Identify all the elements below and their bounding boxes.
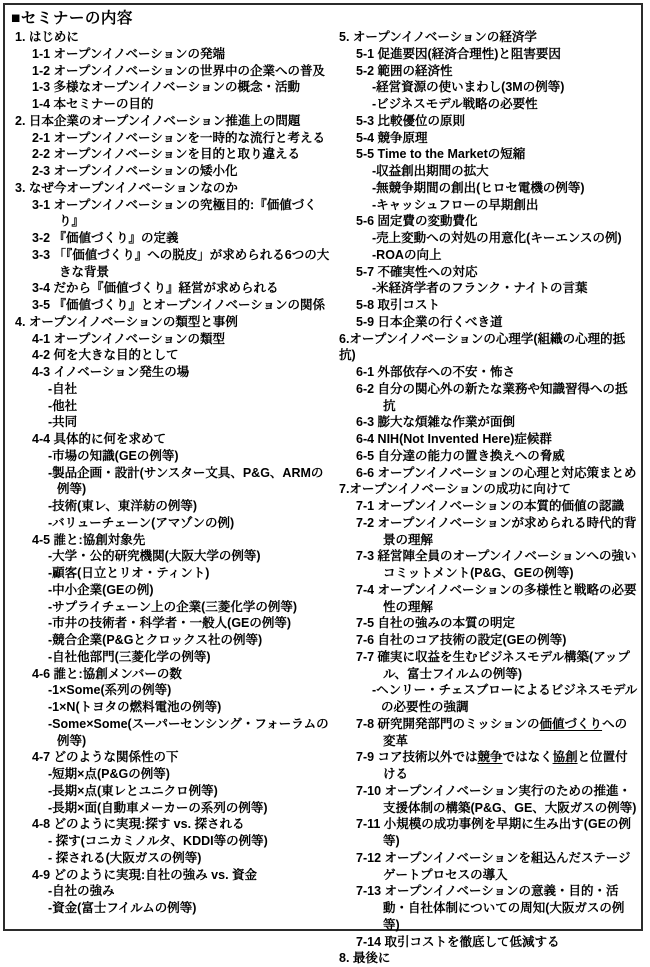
toc-item-text: 8. 最後に [339,951,391,966]
toc-item [9,79,333,96]
toc-item [9,766,333,783]
toc-item [9,63,333,80]
document-border [3,3,643,966]
toc-item-text: 4-7 どのような関係性の下 [32,750,179,765]
toc-item-text: 7-6 自社のコア技術の設定(GEの例等) [356,633,567,647]
toc-item-text: 7-7 確実に収益を生むビジネスモデル構築(アップル、富士フイルムの例等) [356,649,630,681]
toc-item-text: 6-6 オープンイノベーションの心理と対応策まとめ [356,465,637,480]
page-title: ■セミナーの内容 [11,10,133,27]
toc-item [333,314,638,331]
toc-item [9,465,333,499]
toc-item-text: -他社 [48,398,78,413]
toc-item-text: 7-12 オープンイノベーションを組込んだステージゲートプロセスの導入 [356,850,631,882]
toc-item-text: -競合企業(P&Gとクロックス社の例等) [48,633,263,647]
toc-item-text: 3-5 『価値づくり』とオープンイノベーションの関係 [32,298,326,312]
toc-item-text: 7-3 経営陣全員のオープンイノベーションへの強いコミットメント(P&G、GEの例等) [356,549,637,580]
toc-item [333,297,638,314]
toc-item [9,883,333,900]
toc-item-text: -製品企画・設計(サンスター文具、P&G、ARMの例等) [48,465,324,497]
toc-item [333,431,638,448]
toc-item-text: -ヘンリー・チェスブローによるビジネスモデルの必要性の強調 [372,683,638,714]
toc-item-text: 2-1 オープンイノベーションを一時的な流行と考える [32,130,326,145]
underlined-term: 協創 [552,750,578,765]
toc-item-text: -共同 [48,415,78,430]
toc-item [333,264,638,281]
toc-item-text: 6-2 自分の関心外の新たな業務や知識習得への抵抗 [356,381,628,413]
toc-item [333,934,638,951]
toc-item-text: 1-1 オープンイノベーションの発端 [32,46,226,61]
toc-item-text: 4-6 誰と:協創メンバーの数 [32,666,182,681]
toc-item [9,515,333,532]
toc-item-text: 2. 日本企業のオープンイノベーション推進上の問題 [15,113,301,128]
toc-item [9,197,333,231]
toc-item [333,213,638,230]
toc-item-text: -バリューチェーン(アマゾンの例) [48,515,235,530]
toc-item-text: 7-8 研究開発部門のミッションの [356,716,540,731]
toc-item-text: -技術(東レ、東洋紡の例等) [48,499,197,513]
toc-item-text: 3-2 『価値づくり』の定義 [32,231,179,245]
toc-item-text: -ROAの向上 [372,247,442,262]
document-content [5,5,641,967]
toc-item-text: 7-4 オープンイノベーションの多様性と戦略の必要性の理解 [356,582,637,614]
toc-item [333,682,638,716]
toc-item-text: 7-13 オープンイノベーションの意義・目的・活動・自社体制についての周知(大阪ガスの例等) [356,884,625,932]
toc-item-text: -サプライチェーン上の企業(三菱化学の例等) [48,599,297,614]
toc-item-text: 5. オープンイノベーションの経済学 [339,30,537,44]
toc-item-text: と位置付ける [383,750,628,781]
toc-item-text: 5-7 不確実性への対応 [356,264,478,279]
toc-item-text: 6-5 自分達の能力の置き換えへの脅威 [356,448,565,463]
toc-item [333,850,638,884]
toc-item-text: -自社の強み [48,884,115,899]
toc-item [9,113,333,130]
toc-column-right [333,29,638,967]
toc-item [333,180,638,197]
toc-item [333,197,638,214]
toc-item [333,548,638,582]
toc-item [333,783,638,817]
toc-item [9,699,333,716]
toc-item [333,63,638,80]
toc-item [9,599,333,616]
toc-item-text: 5-4 競争原理 [356,130,428,145]
toc-item [9,816,333,833]
toc-item-text: 5-3 比較優位の原則 [356,113,466,128]
toc-item [9,163,333,180]
toc-item [9,716,333,750]
toc-item [333,649,638,683]
underlined-term: 価値づくり [539,716,603,731]
toc-item [9,448,333,465]
toc-item-text: 3-1 オープンイノベーションの究極目的:『価値づくり』 [32,197,317,229]
toc-item [333,615,638,632]
toc-item-text: -短期×点(P&Gの例等) [48,767,170,781]
toc-item-text: 6-3 膨大な煩雑な作業が面倒 [356,415,516,430]
toc-item [9,331,333,348]
toc-item [333,749,638,783]
toc-item [333,113,638,130]
toc-item-text: 2-3 オープンイノベーションの矮小化 [32,164,238,178]
toc-item-text: 4-1 オープンイノベーションの類型 [32,331,226,346]
toc-item-text: への変革 [383,716,628,748]
toc-item-text: -経営資源の使いまわし(3Mの例等) [372,80,565,95]
toc-item [9,867,333,884]
toc-item-text: 1. はじめに [15,30,79,44]
toc-item [9,314,333,331]
toc-item [333,79,638,96]
toc-item [9,230,333,247]
toc-item [9,532,333,549]
toc-item [333,247,638,264]
toc-item [333,816,638,850]
toc-item-text: -市場の知識(GEの例等) [48,448,179,463]
toc-item [333,716,638,750]
toc-item [9,582,333,599]
toc-item [9,431,333,448]
toc-item [9,347,333,364]
toc-item [9,364,333,381]
toc-columns [9,29,638,967]
toc-item [9,800,333,817]
toc-item [9,615,333,632]
toc-item [9,247,333,281]
toc-item-text: 7.オープンイノベーションの成功に向けて [339,482,571,497]
toc-item [9,666,333,683]
toc-item [333,96,638,113]
toc-item [333,381,638,415]
toc-item-text: -キャッシュフローの早期創出 [372,197,539,212]
toc-item [9,900,333,917]
toc-item [9,146,333,163]
toc-item-text: -ビジネスモデル戦略の必要性 [372,97,538,111]
toc-item-text: 3-3 「『価値づくり』への脱皮」が求められる6つの大きな背景 [32,247,330,279]
toc-item [333,582,638,616]
toc-item-text: -長期×点(東レとユニクロ例等) [48,783,218,798]
toc-item-text: 1-2 オープンイノベーションの世界中の企業への普及 [32,63,326,78]
toc-item [333,950,638,967]
toc-item-text: -自社 [48,381,78,396]
toc-column-left [9,29,333,917]
toc-item-text: 7-11 小規模の成功事例を早期に生み出す(GEの例等) [356,817,632,848]
toc-item [333,331,638,365]
toc-item-text: 4-2 何を大きな目的として [32,348,179,363]
toc-item [9,180,333,197]
toc-item [9,414,333,431]
toc-item-text: 4-9 どのように実現:自社の強み vs. 資金 [32,867,258,882]
toc-item-text: -大学・公的研究機関(大阪大学の例等) [48,549,261,564]
toc-item-text: 5-5 Time to the Marketの短縮 [356,147,526,162]
toc-item [333,364,638,381]
toc-item-text: -売上変動への対処の用意化(キーエンスの例) [372,231,622,245]
toc-item [333,46,638,63]
toc-item [9,130,333,147]
toc-item [9,280,333,297]
toc-item-text: -自社他部門(三菱化学の例等) [48,649,211,664]
toc-item-text: - 探す(コニカミノルタ、KDDI等の例等) [48,834,268,848]
toc-item-text: 4-3 イノベーション発生の場 [32,365,190,379]
toc-item-text: 7-2 オープンイノベーションが求められる時代的背景の理解 [356,515,637,547]
toc-item [333,515,638,549]
toc-item-text: 1-3 多様なオープンイノベーションの概念・活動 [32,80,301,95]
toc-item [9,649,333,666]
toc-item [333,481,638,498]
toc-item [333,280,638,297]
toc-item [333,414,638,431]
toc-item [9,381,333,398]
toc-item [333,498,638,515]
toc-item-text: 3. なぜ今オープンイノベーションなのか [15,180,238,195]
toc-item [9,96,333,113]
toc-item-text: 2-2 オープンイノベーションを目的と取り違える [32,147,301,162]
toc-item [333,146,638,163]
toc-item-text: 7-10 オープンイノベーション実行のための推進・支援体制の構築(P&G、GE、大阪ガスの例等) [356,783,637,815]
toc-item [333,883,638,933]
toc-item-text: - 探される(大阪ガスの例等) [48,850,202,865]
toc-item-text: -無競争期間の創出(ヒロセ電機の例等) [372,180,585,195]
toc-item-text: 5-9 日本企業の行くべき道 [356,314,503,329]
toc-item [9,749,333,766]
toc-item [9,46,333,63]
toc-item [333,448,638,465]
toc-item-text: 4-4 具体的に何を求めて [32,432,167,446]
toc-item-text: -米経済学者のフランク・ナイトの言葉 [372,281,588,296]
toc-item [9,297,333,314]
toc-item-text: 7-9 コア技術以外では [356,750,478,765]
toc-item [9,548,333,565]
toc-item [9,29,333,46]
toc-item [333,632,638,649]
toc-item-text: 1-4 本セミナーの目的 [32,97,154,111]
toc-item [9,398,333,415]
toc-item [9,783,333,800]
toc-item [333,130,638,147]
toc-item [9,682,333,699]
toc-item-text: -市井の技術者・科学者・一般人(GEの例等) [48,616,292,631]
toc-item-text: -1×N(トヨタの燃料電池の例等) [48,700,222,714]
toc-item-text: 7-14 取引コストを徹底して低減する [356,934,560,949]
underlined-term: 競争 [477,750,503,765]
toc-item-text: -顧客(日立とリオ・ティント) [48,566,210,580]
toc-item-text: 5-6 固定費の変動費化 [356,214,478,229]
toc-item-text: -1×Some(系列の例等) [48,683,172,698]
toc-item [333,230,638,247]
toc-item-text: 7-1 オープンイノベーションの本質的価値の認識 [356,499,625,513]
toc-item-text: 4. オープンイノベーションの類型と事例 [15,314,238,329]
toc-item-text: 3-4 だから『価値づくり』経営が求められる [32,281,279,296]
toc-item-text: 6-1 外部依存への不安・怖さ [356,365,516,379]
toc-item-text: 7-5 自社の強みの本質の明定 [356,616,516,631]
toc-item [9,565,333,582]
toc-item-text: -資金(富士フイルムの例等) [48,901,197,915]
toc-item-text: 4-5 誰と:協創対象先 [32,532,146,547]
toc-item [333,29,638,46]
toc-item [333,465,638,482]
toc-item [9,498,333,515]
toc-item-text: 5-1 促進要因(経済合理性)と阻害要因 [356,46,561,61]
toc-item [9,850,333,867]
toc-item-text: -長期×面(自動車メーカーの系列の例等) [48,800,268,815]
toc-item-text: 6-4 NIH(Not Invented Here)症候群 [356,432,552,446]
toc-item [9,632,333,649]
toc-item-text: 4-8 どのように実現:探す vs. 探される [32,817,245,832]
toc-item [9,833,333,850]
toc-item-text: -中小企業(GEの例) [48,582,154,597]
toc-item-text: -収益創出期間の拡大 [372,164,489,178]
toc-item-text: 5-2 範囲の経済性 [356,63,453,78]
toc-item-text: 6.オープンイノベーションの心理学(組織の心理的抵抗) [339,331,626,363]
toc-item-text: -Some×Some(スーパーセンシング・フォーラムの例等) [48,716,329,748]
toc-item-text: 5-8 取引コスト [356,298,441,312]
toc-item-text: ではなく [502,750,553,765]
toc-item [333,163,638,180]
